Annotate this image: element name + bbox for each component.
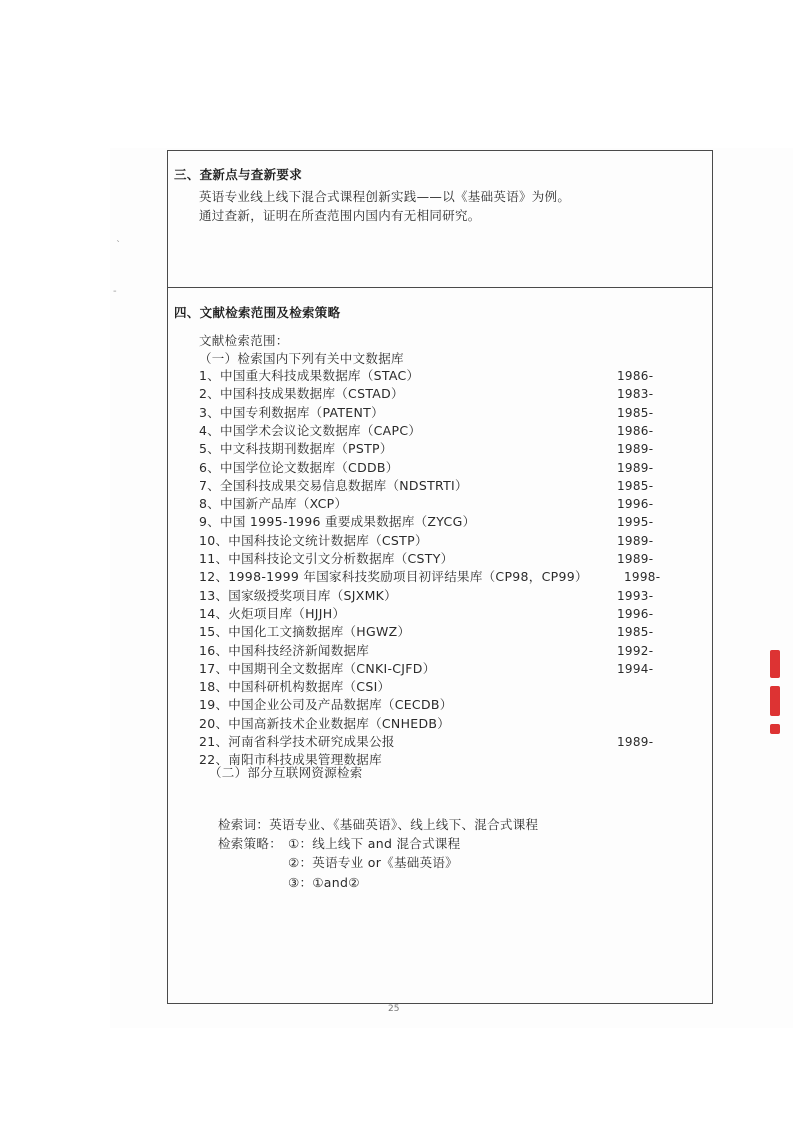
database-start-year: 1989- [617,552,654,566]
database-start-year: 1989- [617,534,654,548]
section4-heading: 四、文献检索范围及检索策略 [174,305,341,320]
database-start-year: 1998- [624,570,661,584]
database-name: 9、中国 1995-1996 重要成果数据库（ZYCG） [199,514,476,529]
database-start-year: 1989- [617,461,654,475]
red-seal-fragment [770,650,786,770]
section3-line2: 通过查新，证明在所查范围内国内有无相同研究。 [199,208,481,223]
database-start-year: 1986- [617,369,654,383]
database-name: 19、中国企业公司及产品数据库（CECDB） [199,697,453,712]
database-name: 11、中国科技论文引文分析数据库（CSTY） [199,551,454,566]
database-start-year: 1996- [617,607,654,621]
part2-label: （二）部分互联网资源检索 [209,765,363,780]
part1-label: （一）检索国内下列有关中文数据库 [199,351,404,366]
database-start-year: 1994- [617,662,654,676]
database-name: 2、中国科技成果数据库（CSTAD） [199,386,404,401]
database-name: 10、中国科技论文统计数据库（CSTP） [199,533,428,548]
database-name: 5、中文科技期刊数据库（PSTP） [199,441,393,456]
database-start-year: 1989- [617,735,654,749]
database-name: 16、中国科技经济新闻数据库 [199,643,370,658]
strategy-1: ①：线上线下 and 混合式课程 [288,836,461,851]
scan-speck: - [113,286,117,297]
database-name: 20、中国高新技术企业数据库（CNHEDB） [199,716,451,731]
section3-heading: 三、查新点与查新要求 [174,167,303,182]
strategy-3: ③：①and② [288,875,360,890]
page-number: 25 [388,1004,400,1014]
keywords-line: 检索词：英语专业、《基础英语》、线上线下、混合式课程 [218,817,539,832]
database-start-year: 1983- [617,387,654,401]
database-name: 22、南阳市科技成果管理数据库 [199,752,382,767]
database-name: 17、中国期刊全文数据库（CNKI-CJFD） [199,661,436,676]
database-start-year: 1985- [617,625,654,639]
database-name: 12、1998-1999 年国家科技奖励项目初评结果库（CP98，CP99） [199,569,588,584]
database-name: 18、中国科研机构数据库（CSI） [199,679,391,694]
database-name: 6、中国学位论文数据库（CDDB） [199,460,399,475]
database-name: 8、中国新产品库（XCP） [199,496,348,511]
database-start-year: 1986- [617,424,654,438]
database-start-year: 1989- [617,442,654,456]
strategy-2: ②：英语专业 or《基础英语》 [288,855,458,870]
database-start-year: 1995- [617,515,654,529]
section-divider [167,287,713,288]
database-start-year: 1992- [617,644,654,658]
database-name: 4、中国学术会议论文数据库（CAPC） [199,423,422,438]
database-name: 14、火炬项目库（HJJH） [199,606,346,621]
database-name: 21、河南省科学技术研究成果公报 [199,734,395,749]
scope-label: 文献检索范围： [199,333,289,348]
database-start-year: 1985- [617,479,654,493]
database-start-year: 1993- [617,589,654,603]
database-start-year: 1996- [617,497,654,511]
database-name: 1、中国重大科技成果数据库（STAC） [199,368,420,383]
database-name: 3、中国专利数据库（PATENT） [199,405,384,420]
database-name: 13、国家级授奖项目库（SJXMK） [199,588,397,603]
database-name: 7、全国科技成果交易信息数据库（NDSTRTI） [199,478,468,493]
strategy-label: 检索策略： [218,836,283,851]
database-start-year: 1985- [617,406,654,420]
section3-line1: 英语专业线上线下混合式课程创新实践——以《基础英语》为例。 [199,189,571,204]
database-name: 15、中国化工文摘数据库（HGWZ） [199,624,411,639]
scan-speck: ˋ [116,240,121,251]
